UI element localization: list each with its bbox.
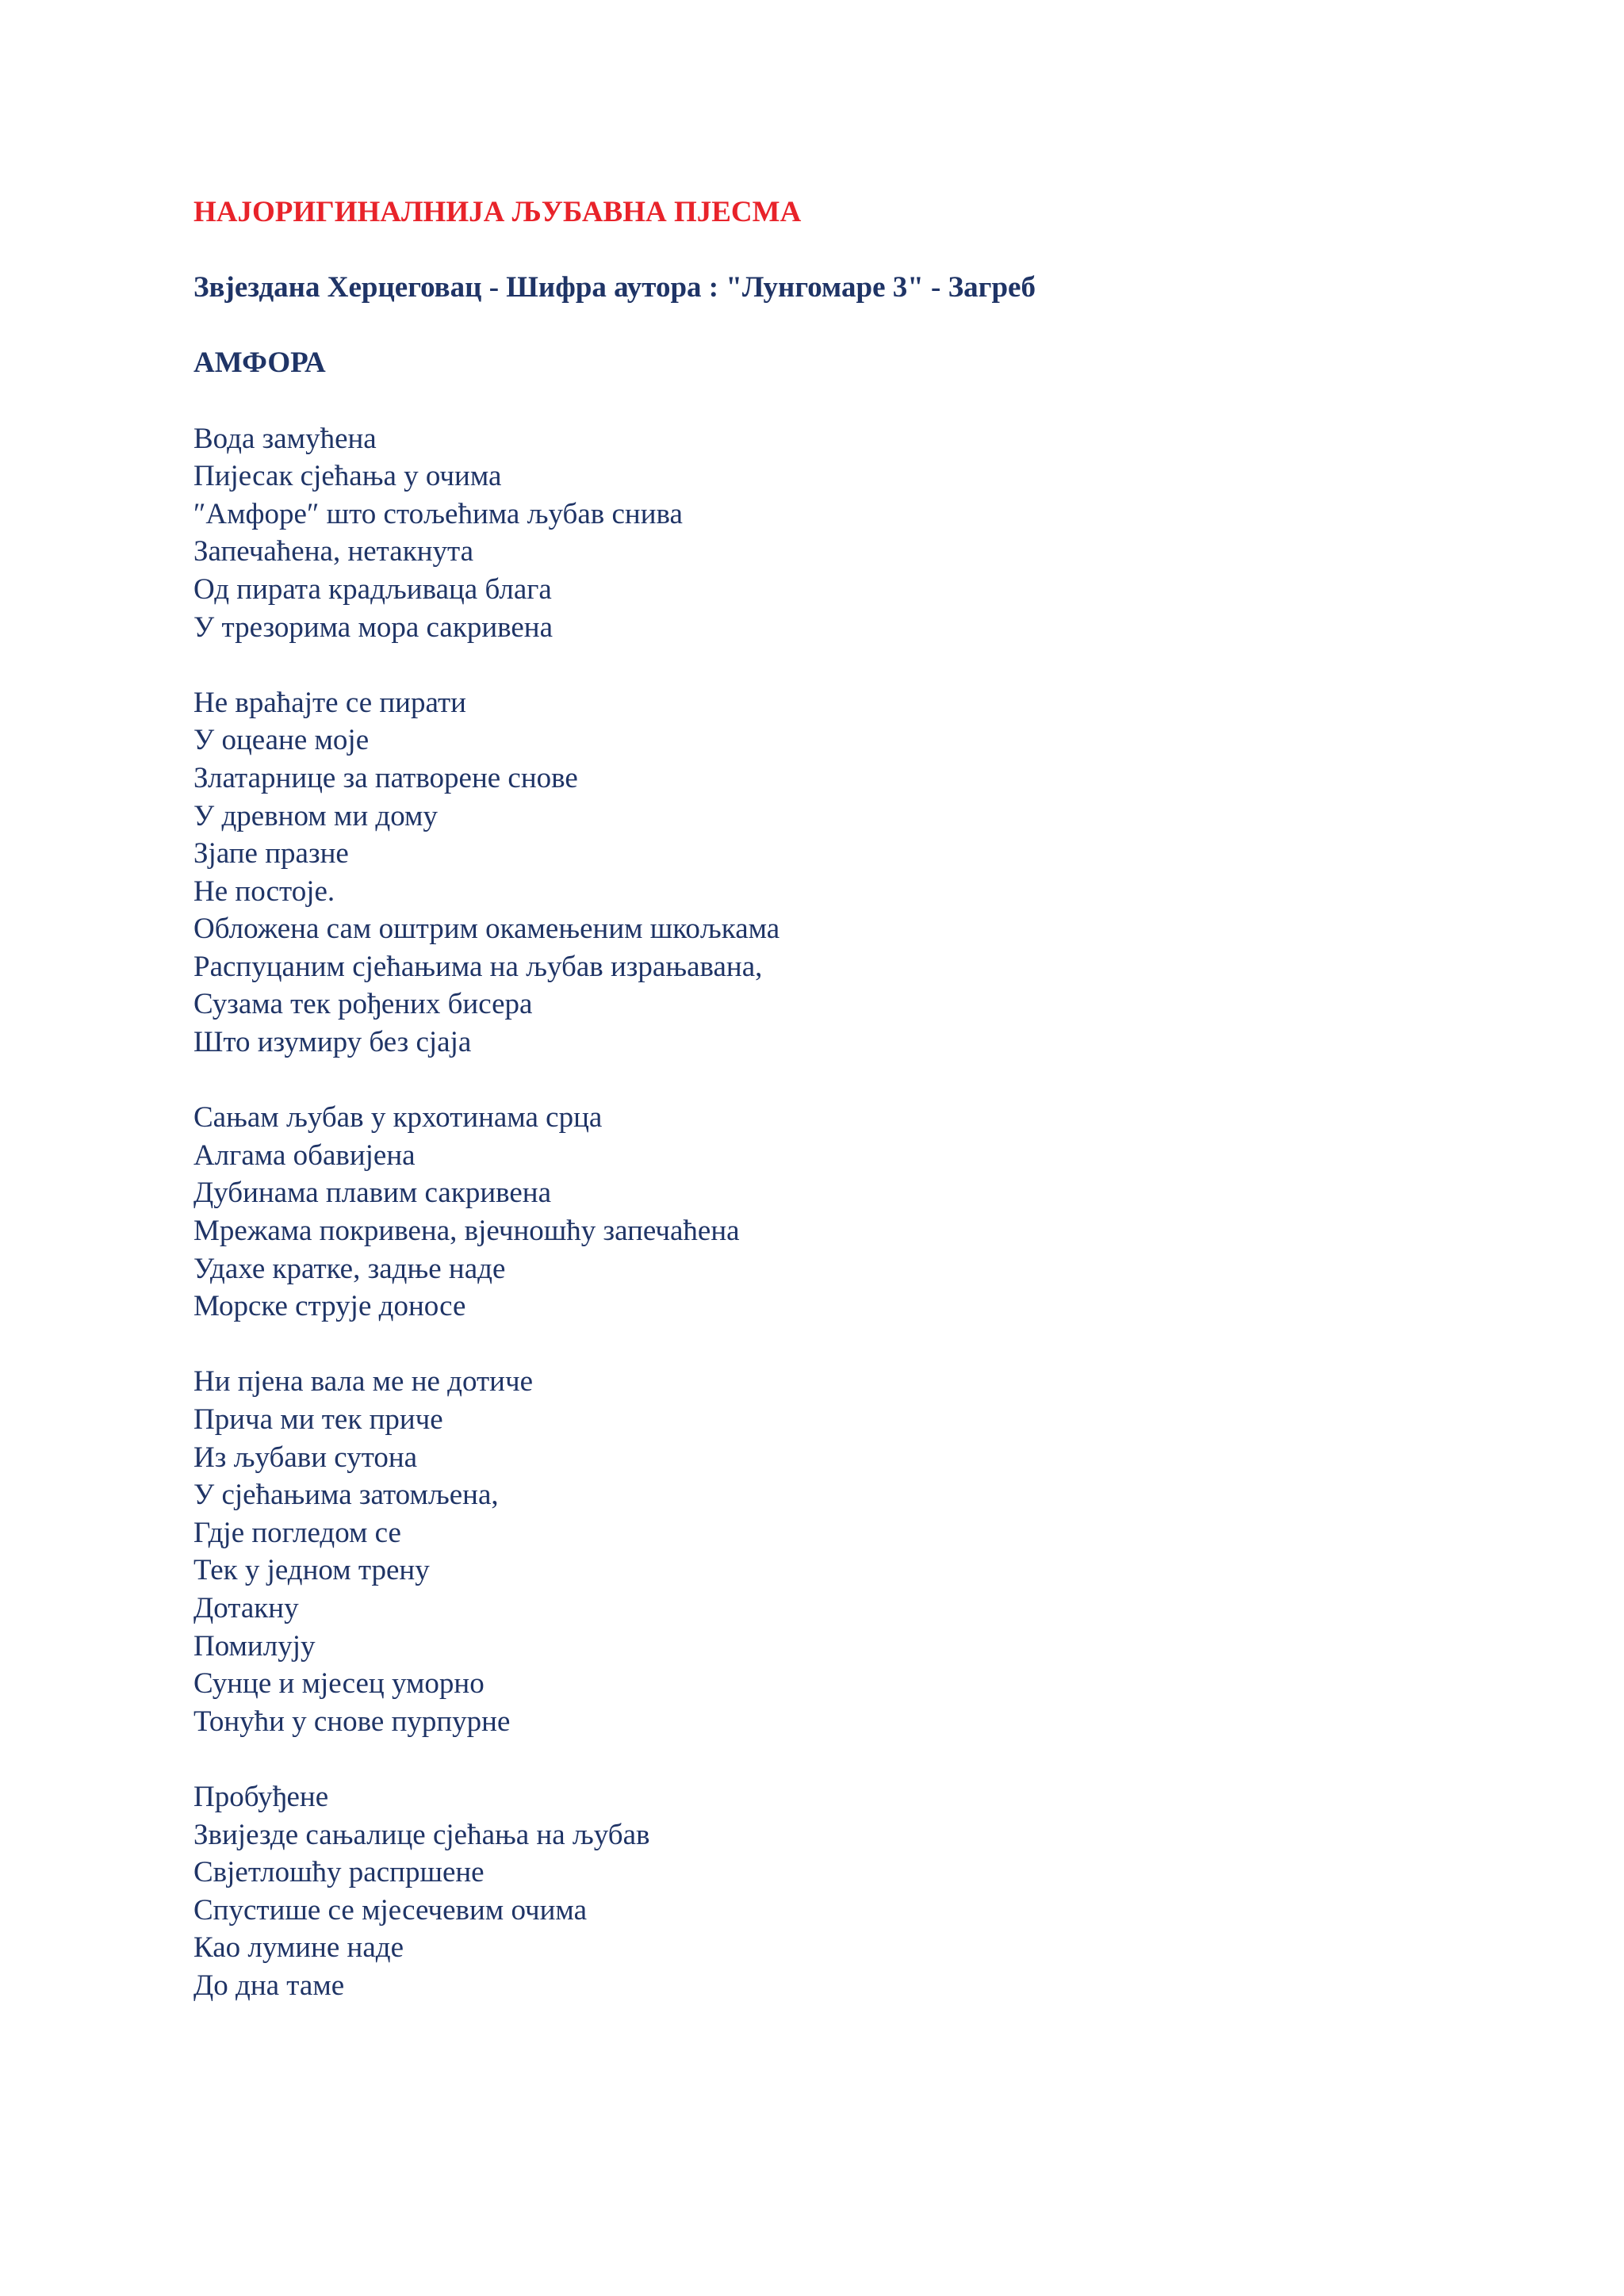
verse-line: У сјећањима затомљена, xyxy=(193,1479,499,1512)
verse-line: Помилују xyxy=(193,1629,316,1663)
verse-line: Пробуђене xyxy=(193,1780,329,1813)
verse-line: Што изумиру без сјаја xyxy=(193,1026,472,1059)
verse-line: Распуцаним сјећањима на љубав израњавана, xyxy=(193,950,763,983)
verse-line: Вода замућена xyxy=(193,422,377,455)
verse-line: Гдје погледом се xyxy=(193,1516,401,1549)
verse-line: Спустише се мјесечевим очима xyxy=(193,1893,587,1927)
verse-line: Од пирата крадљиваца блага xyxy=(193,572,552,606)
verse-line: У оцеане моје xyxy=(193,724,370,757)
verse-line: Не постоје. xyxy=(193,874,335,908)
verse-line: До дна таме xyxy=(193,1969,345,2002)
spacer xyxy=(193,307,1542,345)
verse-line: Свјетлошћу распршене xyxy=(193,1856,485,1889)
verse-line: Дотакну xyxy=(193,1591,299,1624)
poem-body xyxy=(193,420,1542,2005)
author-line: Звјездана Херцеговац - Шифра аутора : "Лунгомаре 3" - Загреб xyxy=(193,271,1036,304)
verse-line: Тонући у снове пурпурне xyxy=(193,1705,511,1738)
poem-title: АМФОРА xyxy=(193,346,326,380)
verse-line: Алгама обавијена xyxy=(193,1138,416,1172)
verse-line: Не враћајте се пирати xyxy=(193,686,466,719)
document-page xyxy=(193,193,1542,2005)
verse-line: У трезорима мора сакривена xyxy=(193,610,553,644)
stanza xyxy=(193,1778,1542,2005)
verse-line: Ни пјена вала ме не дотиче xyxy=(193,1365,534,1399)
verse-line: ″Амфоре″ што стољећима љубав снива xyxy=(193,497,683,530)
verse-line: Прича ми тек приче xyxy=(193,1403,443,1436)
verse-line: Дубинама плавим сакривена xyxy=(193,1177,552,1210)
verse-line: Обложена сам оштрим окамењеним шкољкама xyxy=(193,913,780,946)
verse-line: Пијесак сјећања у очима xyxy=(193,460,502,493)
verse-line: Удахе кратке, задње наде xyxy=(193,1252,506,1285)
verse-line: Морске струје доносе xyxy=(193,1290,466,1323)
main-title: НАЈОРИГИНАЛНИЈА ЉУБАВНА ПЈЕСМА xyxy=(193,196,802,228)
verse-line: Сузама тек рођених бисера xyxy=(193,988,533,1021)
verse-line: Из љубави сутона xyxy=(193,1441,418,1474)
verse-line: Звијезде сањалице сјећања на љубав xyxy=(193,1818,650,1851)
verse-line: Тек у једном трену xyxy=(193,1554,430,1587)
stanza xyxy=(193,1099,1542,1326)
verse-line: Сањам љубав у крхотинама срца xyxy=(193,1101,603,1135)
spacer xyxy=(193,382,1542,420)
verse-line: У древном ми дому xyxy=(193,799,438,832)
verse-line: Запечаћена, нетакнута xyxy=(193,535,474,568)
verse-line: Златарнице за патворене снове xyxy=(193,761,578,794)
verse-line: Сунце и мјесец уморно xyxy=(193,1667,485,1701)
stanza xyxy=(193,420,1542,647)
verse-line: Као лумине наде xyxy=(193,1931,404,1965)
stanza xyxy=(193,684,1542,1062)
verse-line: Мрежама покривена, вјечношћу запечаћена xyxy=(193,1215,740,1248)
verse-line: Зјапе празне xyxy=(193,837,349,871)
spacer xyxy=(193,232,1542,270)
stanza xyxy=(193,1363,1542,1740)
